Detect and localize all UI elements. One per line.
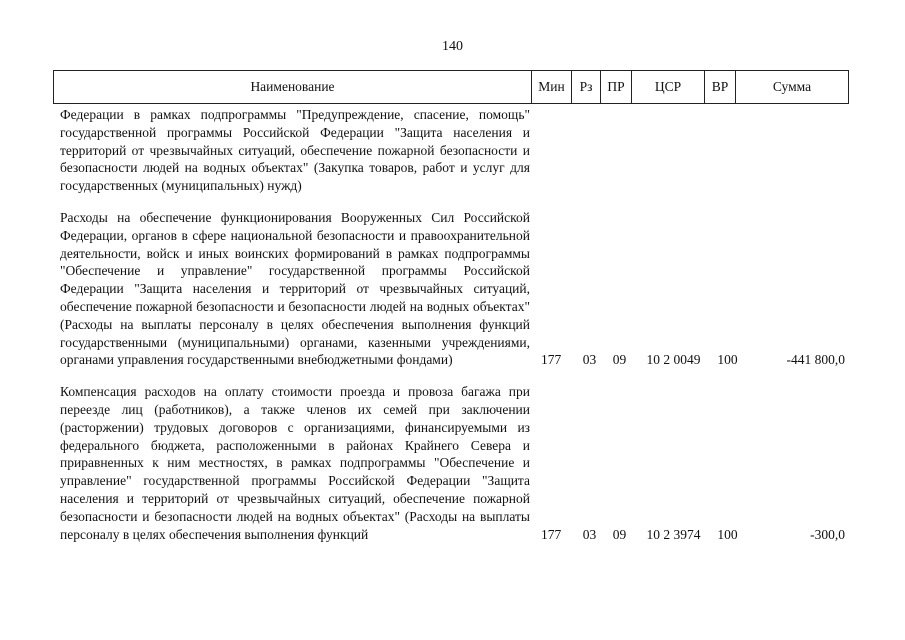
row-name: Расходы на обеспечение функционирования Вооруженных Сил Российской Федерации, органов в сфере национальной безопасности и правоохранительной деятельности, войск и иных воинских формирований в рамках подпрограммы "Обеспечение и управление" государственной программы Российской Федерации "Защита населения и территорий от чрезвычайных ситуаций, обеспечение пожарной безопасности и безопасности людей на водных объектах" (Расходы на выплаты персоналу в целях обеспечения выполнения функций государственными (муниципальными) органами, казенными учреждениями, органами управления государственными внебюджетными фондами) — [60, 209, 530, 368]
row-vr: 100 — [717, 526, 738, 542]
header-csr: ЦСР — [631, 71, 704, 103]
table-body — [53, 106, 849, 543]
row-vr: 100 — [717, 352, 738, 368]
row-pr: 09 — [612, 526, 627, 542]
page-number: 140 — [442, 39, 463, 54]
row-min: 177 — [541, 526, 562, 542]
table-header — [53, 70, 849, 104]
row-pr: 09 — [612, 352, 627, 368]
row-sum: -441 800,0 — [786, 352, 845, 368]
row-csr: 10 2 0049 — [646, 352, 701, 368]
header-name: Наименование — [250, 79, 335, 94]
header-sum: Сумма — [735, 71, 848, 103]
row-name: Федерации в рамках подпрограммы "Предупреждение, спасение, помощь" государственной программы Российской Федерации "Защита населения и территорий от чрезвычайных ситуаций, обеспечение пожарной безопасности и безопасности людей на водных объектах" (Закупка товаров, работ и услуг для государственных (муниципальных) нужд) — [60, 107, 530, 194]
row-rz: 03 — [582, 526, 597, 542]
table-row — [53, 106, 849, 195]
row-csr: 10 2 3974 — [646, 526, 701, 542]
row-sum: -300,0 — [810, 526, 845, 542]
table-row — [53, 383, 849, 543]
row-name: Компенсация расходов на оплату стоимости проезда и провоза багажа при переезде лиц (работников), а также членов их семей при заключении (расторжении) трудовых договоров с организациями, финансируемыми из федерального бюджета, расположенными в районах Крайнего Севера и приравненных к ним местностях, в рамках подпрограммы "Обеспечение и управление" государственной программы Российской Федерации "Защита населения и территорий от чрезвычайных ситуаций, обеспечение пожарной безопасности и безопасности людей на водных объектах" (Расходы на выплаты персоналу в целях обеспечения выполнения функций — [60, 384, 530, 542]
table-row — [53, 209, 849, 369]
header-rz: Рз — [571, 71, 600, 103]
header-min: Мин — [531, 71, 571, 103]
row-rz: 03 — [582, 352, 597, 368]
header-vr: ВР — [704, 71, 735, 103]
row-min: 177 — [541, 352, 562, 368]
header-pr: ПР — [600, 71, 631, 103]
